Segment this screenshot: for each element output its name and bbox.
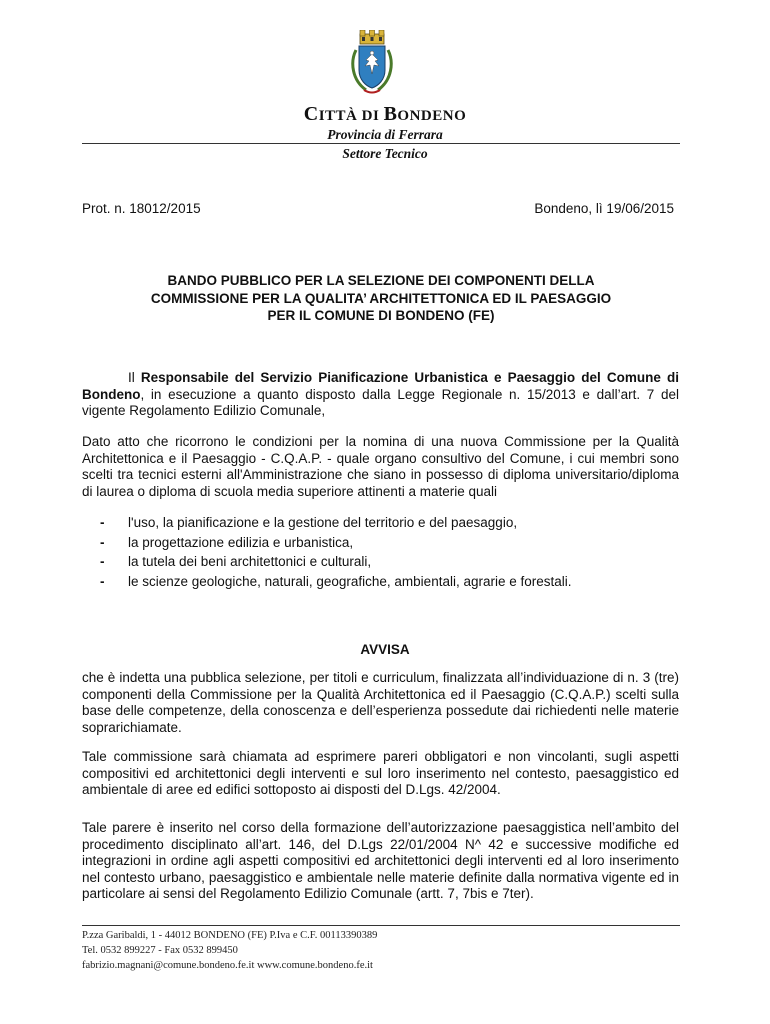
province-label: Provincia di Ferrara <box>327 127 443 142</box>
selection-paragraph: che è indetta una pubblica selezione, per titoli e curriculum, finalizzata all’individuazione di n. 3 (tre) componenti della Commissione per la Qualità Architettonica ed il Paesaggio (C.Q.A.P.) scelti sulla base delle competenze, della conoscenza e dell’esperienza possedute dai richiedenti nelle materie soprarichiamate. <box>82 670 679 735</box>
document-date: Bondeno, lì 19/06/2015 <box>534 201 674 216</box>
footer-divider <box>82 925 680 926</box>
intro-paragraph: Il Responsabile del Servizio Pianificazione Urbanistica e Paesaggio del Comune di Bondeno, in esecuzione a quanto disposto dalla Legge Regionale n. 15/2013 e dall’art. 7 del vigente Regolamento Edilizio Comunale, <box>82 370 679 418</box>
notice-title-line: COMMISSIONE PER LA QUALITA’ ARCHITETTONICA ED IL PAESAGGIO <box>150 290 612 306</box>
footer-address: P.zza Garibaldi, 1 - 44012 BONDENO (FE) P.Iva e C.F. 00113390389 <box>82 930 378 941</box>
opinion-paragraph: Tale parere è inserito nel corso della formazione dell’autorizzazione paesaggistica nell’ambito del procedimento disciplinato all’art. 146, del D.Lgs 22/01/2004 N^ 42 e successive modifiche ed integrazioni in ordine agli aspetti compositivi ed architettonici degli interventi ed al loro inserimento nel contesto urbano, paesaggistico e ambientale nelle materie definite dalla normativa vigente ed in particolare ai sensi del Regolamento Edilizio Comunale (artt. 7, 7bis e 7ter). <box>82 820 679 901</box>
footer-phone: Tel. 0532 899227 - Fax 0532 899450 <box>82 945 238 956</box>
header-divider <box>82 143 680 144</box>
city-coat-of-arms-icon <box>350 30 394 96</box>
list-item: - le scienze geologiche, naturali, geografiche, ambientali, agrarie e forestali. <box>100 573 572 589</box>
protocol-number: Prot. n. 18012/2015 <box>82 201 201 216</box>
footer <box>82 928 377 973</box>
city-title: CITTÀ DI BONDENO <box>303 103 467 125</box>
commission-paragraph: Tale commissione sarà chiamata ad esprimere pareri obbligatori e non vincolanti, sugli aspetti compositivi ed architettonici degli interventi e sul loro inserimento nel contesto, paesaggistico ed ambientale di aree ed edifici sottoposto ai disposti del D.Lgs. 42/2004. <box>82 749 679 797</box>
subject-list <box>100 515 700 593</box>
notice-title <box>82 272 680 325</box>
responsible-office: Responsabile del Servizio Pianificazione Urbanistica e Paesaggio del Comune di Bondeno <box>82 370 679 402</box>
dato-atto-paragraph: Dato atto che ricorrono le condizioni per la nomina di una nuova Commissione per la Qualità Architettonica e il Paesaggio - C.Q.A.P. - quale organo consultivo del Comune, i cui membri sono scelti tra tecnici esterni all'Amministrazione che siano in possesso di diploma universitario/diploma di laurea o diploma di scuola media superiore attinenti a materie quali <box>82 434 679 499</box>
sector-label: Settore Tecnico <box>342 146 428 161</box>
notice-title-line: BANDO PUBBLICO PER LA SELEZIONE DEI COMPONENTI DELLA <box>167 273 595 288</box>
footer-contacts: fabrizio.magnani@comune.bondeno.fe.it www.comune.bondeno.fe.it <box>82 960 373 971</box>
list-item: - la tutela dei beni architettonici e culturali, <box>100 554 372 569</box>
notice-title-line: PER IL COMUNE DI BONDENO (FE) <box>267 308 495 323</box>
list-item: - la progettazione edilizia e urbanistica, <box>100 534 354 550</box>
avvisa-heading: AVVISA <box>360 642 410 657</box>
list-item: - l'uso, la pianificazione e la gestione del territorio e del paesaggio, <box>100 515 518 530</box>
